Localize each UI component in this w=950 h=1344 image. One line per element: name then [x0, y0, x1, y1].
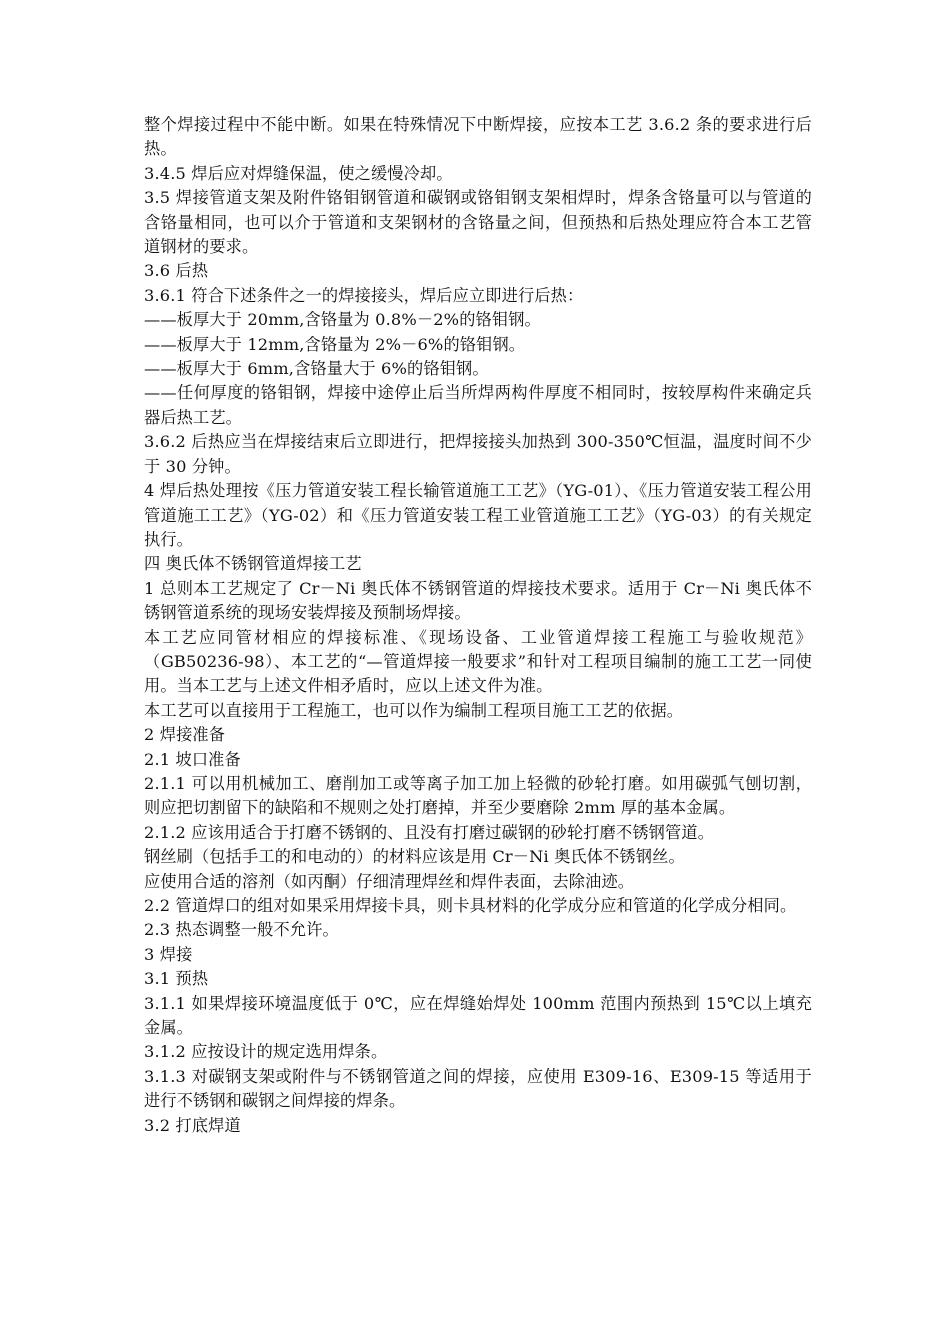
paragraph-standards: 本工艺应同管材相应的焊接标准、《现场设备、工业管道焊接工程施工与验收规范》（GB50236-98）、本工艺的“—管道焊接一般要求”和针对工程项目编制的施工工艺一同使用。当本工艺与上述文件相矛盾时，应以上述文件为准。 [144, 627, 812, 696]
paragraph-basis: 本工艺可以直接用于工程施工，也可以作为编制工程项目施工工艺的依据。 [144, 700, 684, 720]
list-item-12mm: ——板厚大于 12mm,含铬量为 2%－6%的铬钼钢。 [144, 334, 526, 354]
paragraph-2-1-1: 2.1.1 可以用机械加工、磨削加工或等离子加工加上轻微的砂轮打磨。如用碳弧气刨切割，则应把切割留下的缺陷和不规则之处打磨掉，并至少要磨除 2mm 厚的基本金属。 [144, 773, 812, 818]
heading-3-2: 3.2 打底焊道 [144, 1115, 241, 1135]
paragraph-3-1-1: 3.1.1 如果焊接环境温度低于 0℃，应在焊缝始焊处 100mm 范围内预热到 15℃以上填充金属。 [144, 993, 812, 1038]
section-heading-4: 四 奥氏体不锈钢管道焊接工艺 [144, 554, 362, 574]
paragraph-4: 4 焊后热处理按《压力管道安装工程长输管道施工工艺》（YG-01）、《压力管道安装工程公用管道施工工艺》（YG-02）和《压力管道安装工程工业管道施工工艺》（YG-03）的有关规定执行。 [144, 481, 812, 549]
heading-3: 3 焊接 [144, 944, 193, 964]
paragraph-3-6-1: 3.6.1 符合下述条件之一的焊接接头，焊后应立即进行后热： [144, 285, 584, 305]
paragraph-3-1-2: 3.1.2 应按设计的规定选用焊条。 [144, 1042, 388, 1062]
paragraph-3-6-2: 3.6.2 后热应当在焊接结束后立即进行，把焊接接头加热到 300-350℃恒温，温度时间不少于 30 分钟。 [144, 432, 812, 476]
heading-2-1: 2.1 坡口准备 [144, 749, 241, 769]
paragraph-interrupt-postheat: 整个焊接过程中不能中断。如果在特殊情况下中断焊接，应按本工艺 3.6.2 条的要求进行后热。 [144, 115, 812, 159]
heading-3-1: 3.1 预热 [144, 969, 209, 989]
paragraph-3-1-3: 3.1.3 对碳钢支架或附件与不锈钢管道之间的焊接，应使用 E309-16、E309-15 等适用于进行不锈钢和碳钢之间焊接的焊条。 [144, 1066, 812, 1111]
paragraph-wire-brush: 钢丝刷（包括手工的和电动的）的材料应该是用 Cr－Ni 奥氏体不锈钢丝。 [144, 847, 685, 867]
heading-3-6: 3.6 后热 [144, 261, 209, 281]
heading-2: 2 焊接准备 [144, 725, 226, 745]
paragraph-3-5: 3.5 焊接管道支架及附件铬钼钢管道和碳钢或铬钼钢支架相焊时，焊条含铬量可以与管道的含铬量相同，也可以介于管道和支架钢材的含铬量之间，但预热和后热处理应符合本工艺管道钢材的要求。 [144, 188, 812, 257]
paragraph-2-1-2: 2.1.2 应该用适合于打磨不锈钢的、且没有打磨过碳钢的砂轮打磨不锈钢管道。 [144, 822, 715, 842]
paragraph-solvent: 应使用合适的溶剂（如丙酮）仔细清理焊丝和焊件表面，去除油迹。 [144, 871, 635, 891]
list-item-20mm: ——板厚大于 20mm,含铬量为 0.8%－2%的铬钼钢。 [144, 310, 541, 330]
paragraph-2-2: 2.2 管道焊口的组对如果采用焊接卡具，则卡具材料的化学成分应和管道的化学成分相同。 [144, 896, 797, 915]
list-item-6mm: ——板厚大于 6mm,含铬量大于 6%的铬钼钢。 [144, 359, 489, 379]
document-page [144, 113, 812, 1138]
list-item-any-thickness: ——任何厚度的铬钼钢，焊接中途停止后当所焊两构件厚度不相同时，按较厚构件来确定兵器后热工艺。 [144, 383, 812, 427]
paragraph-general: 1 总则本工艺规定了 Cr－Ni 奥氏体不锈钢管道的焊接技术要求。适用于 Cr－Ni 奥氏体不锈钢管道系统的现场安装焊接及预制场焊接。 [144, 578, 812, 623]
paragraph-2-3: 2.3 热态调整一般不允许。 [144, 920, 339, 940]
paragraph-3-4-5: 3.4.5 焊后应对焊缝保温，使之缓慢冷却。 [144, 163, 453, 183]
